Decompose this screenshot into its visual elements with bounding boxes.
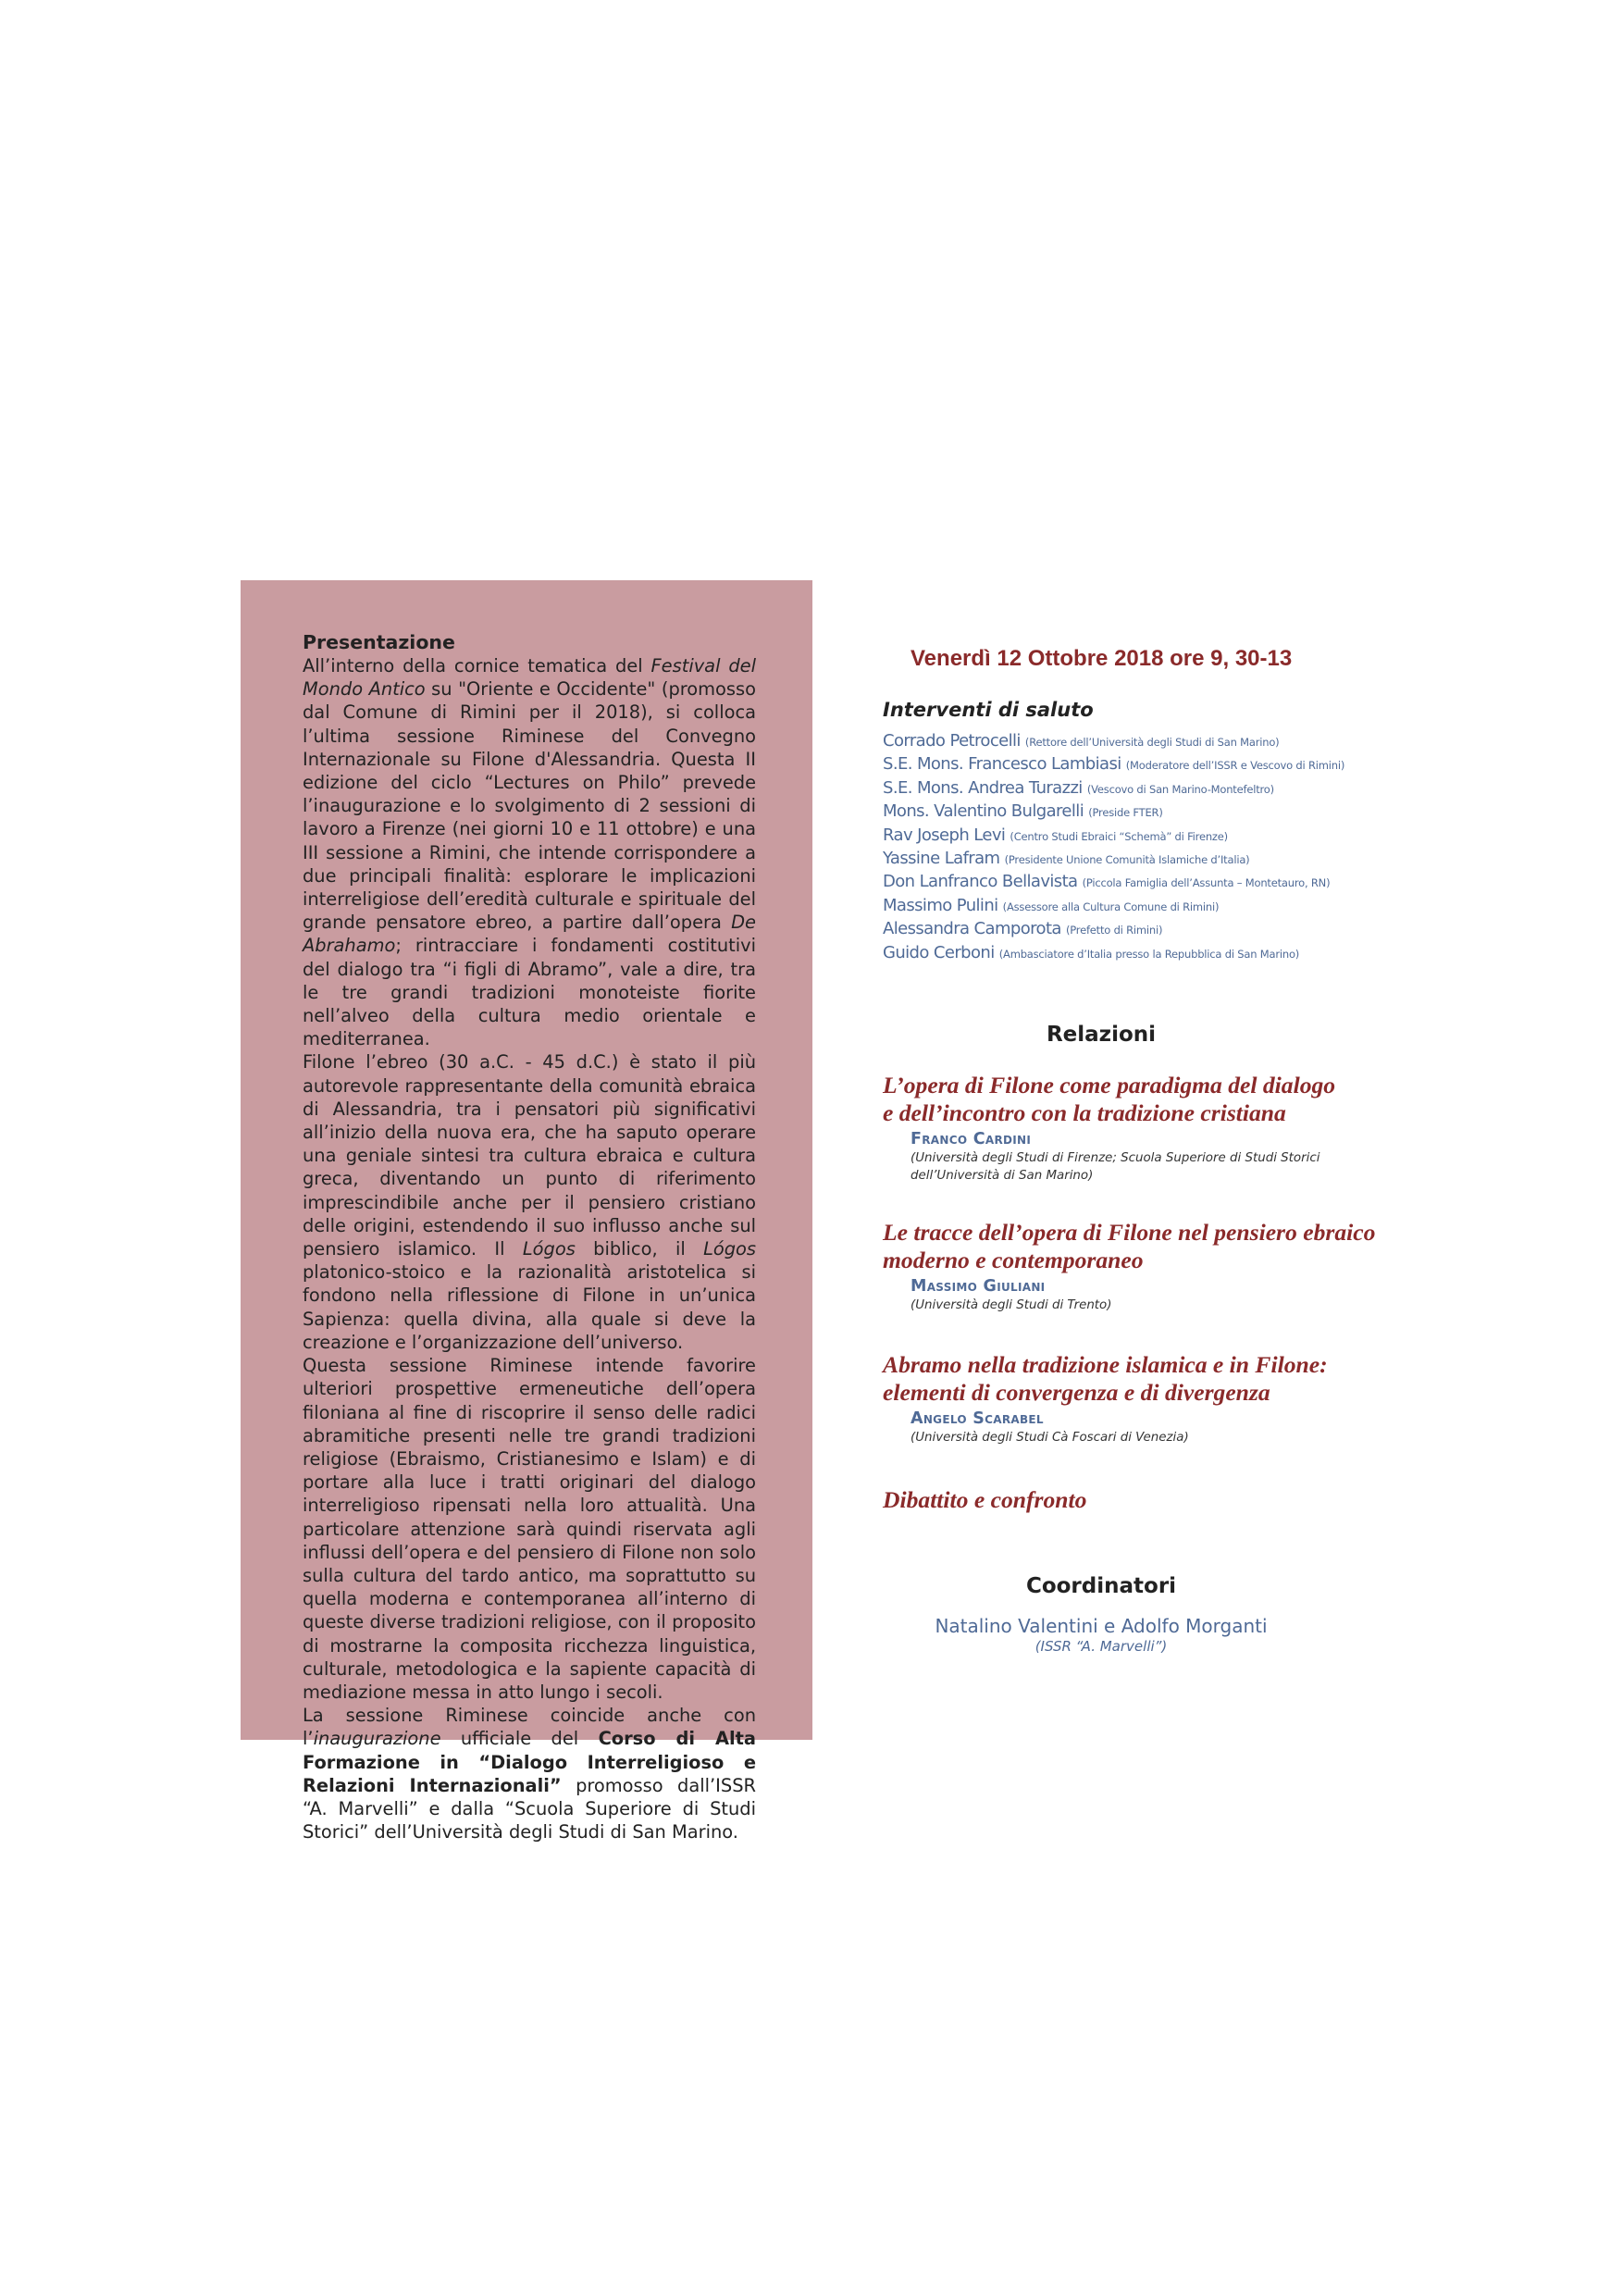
talk-title: L’opera di Filone come paradigma del dialogo e dell’incontro con la tradizione cristiana: [883, 1072, 1336, 1126]
presentation-heading: Presentazione: [303, 631, 455, 653]
list-item: Yassine Lafram (Presidente Unione Comunità Islamiche d’Italia): [883, 848, 1250, 868]
greetings-list: [883, 729, 1364, 964]
speaker-affiliation: (Università degli Studi di Firenze; Scuola Superiore di Studi Storici dell’Università di San Marino): [911, 1151, 1320, 1183]
speaker-name: Massimo Giuliani: [911, 1277, 1046, 1296]
list-item: Don Lanfranco Bellavista (Piccola Famiglia dell’Assunta – Montetauro, RN): [883, 872, 1331, 892]
speaker-affiliation: (Università degli Studi di Trento): [911, 1298, 1112, 1312]
speaker-affiliation: (Università degli Studi Cà Foscari di Venezia): [911, 1431, 1189, 1445]
list-item: Corrado Petrocelli (Rettore dell’Università degli Studi di San Marino): [883, 731, 1280, 751]
speaker-name: Angelo Scarabel: [911, 1409, 1044, 1428]
list-item: Rav Joseph Levi (Centro Studi Ebraici “Schemà” di Firenze): [883, 825, 1228, 845]
presentation-text: [303, 630, 756, 1843]
presentation-paragraph-1: All’interno della cornice tematica del Festival del Mondo Antico su "Oriente e Occidente" (promosso dal Comune di Rimini per il 2018), si colloca l’ultima sessione Riminese del Convegno Internazionale su Filone d'Alessandria. Questa II edizione del ciclo “Lectures on Philo” prevede l’inaugurazione e lo svolgimento di 2 sessioni di lavoro a Firenze (nei giorni 10 e 11 ottobre) e una III sessione a Rimini, che intende corrispondere a due principali finalità: esplorare le implicazioni interreligiose dell’eredità culturale e spirituale del grande pensatore ebreo, a partire dall’opera De Abrahamo; rintracciare i fondamenti costitutivi del dialogo tra “i figli di Abramo”, vale a dire, tra le tre grandi tradizioni monoteiste fiorite nell’alveo della cultura medio orientale e mediterranea.: [303, 655, 756, 1050]
list-item: S.E. Mons. Francesco Lambiasi (Moderatore dell’ISSR e Vescovo di Rimini): [883, 754, 1345, 775]
list-item: S.E. Mons. Andrea Turazzi (Vescovo di San Marino-Montefeltro): [883, 777, 1274, 798]
list-item: Massimo Pulini (Assessore alla Cultura Comune di Rimini): [883, 895, 1220, 915]
list-item: Mons. Valentino Bulgarelli (Preside FTER): [883, 801, 1163, 822]
coordinators-names: Natalino Valentini e Adolfo Morganti: [935, 1615, 1268, 1637]
relazioni-title: Relazioni: [1046, 1023, 1157, 1047]
talk-2: [883, 1219, 1382, 1314]
presentation-paragraph-2: Filone l’ebreo (30 a.C. - 45 d.C.) è stato il più autorevole rappresentante della comunità ebraica di Alessandria, tra i pensatori più significativi all’inizio della nuova era, che ha saputo operare una geniale sintesi tra cultura ebraica e cultura greca, diventando un punto di riferimento imprescindibile anche per il pensiero cristiano delle origini, estendendo il suo influsso anche sul pensiero islamico. Il Lógos biblico, il Lógos platonico-stoico e la razionalità aristotelica si fondono nella riflessione di Filone in un’unica Sapienza: quella divina, alla quale si deve la creazione e l’organizzazione dell’universo.: [303, 1051, 757, 1353]
coordinators-title: Coordinatori: [1025, 1574, 1177, 1598]
speaker-name: Franco Cardini: [911, 1130, 1032, 1148]
talk-1: [883, 1072, 1382, 1185]
talk-title: Abramo nella tradizione islamica e in Filone: elementi di convergenza e di divergenza: [883, 1351, 1328, 1406]
talk-3: [883, 1351, 1382, 1446]
presentation-panel: [241, 580, 812, 1843]
presentation-paragraph-3: Questa sessione Riminese intende favorire ulteriori prospettive ermeneutiche dell’opera filoniana al fine di riscoprire il senso delle radici abramitiche presenti nelle tre grandi tradizioni religiose (Ebraismo, Cristianesimo e Islam) e di portare alla luce i tratti originari del dialogo interreligioso ripensati nella loro attualità. Una particolare attenzione sarà quindi riservata agli influssi dell’opera e del pensiero di Filone non solo sulla cultura del tardo antico, ma soprattutto su quella moderna e contemporanea all’interno di queste diverse tradizioni religiose, con il proposito di mostrarne la composita ricchezza linguistica, culturale, metodologica e la sapiente capacità di mediazione messa in atto lungo i secoli.: [303, 1355, 756, 1703]
greetings-title: Interventi di saluto: [883, 699, 1094, 721]
talk-title: Le tracce dell’opera di Filone nel pensiero ebraico moderno e contemporaneo: [883, 1219, 1376, 1273]
event-date: Venerdì 12 Ottobre 2018 ore 9, 30-13: [911, 646, 1293, 671]
presentation-paragraph-4: La sessione Riminese coincide anche con l’inaugurazione ufficiale del Corso di Alta Formazione in “Dialogo Interreligioso e Relazioni Internazionali” promosso dall’ISSR “A. Marvelli” e dalla “Scuola Superiore di Studi Storici” dell’Università degli Studi di San Marino.: [303, 1705, 757, 1843]
list-item: Alessandra Camporota (Prefetto di Rimini): [883, 919, 1163, 939]
debate-label: Dibattito e confronto: [883, 1486, 1087, 1513]
coordinators-institution: (ISSR “A. Marvelli”): [1035, 1638, 1168, 1655]
list-item: Guido Cerboni (Ambasciatore d’Italia presso la Repubblica di San Marino): [883, 942, 1300, 962]
